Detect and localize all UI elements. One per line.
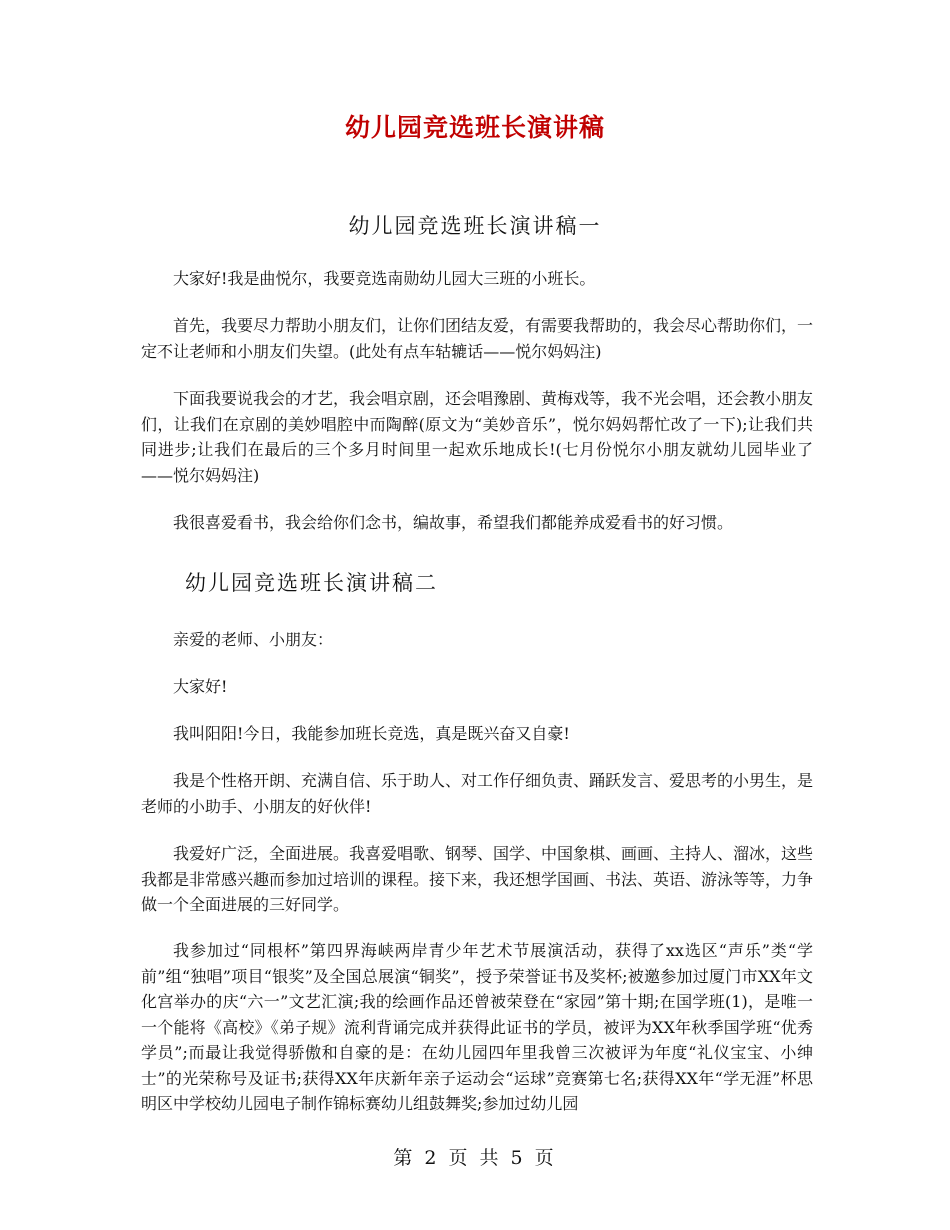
page-number-footer: 第 2 页 共 5 页 [393,1147,557,1169]
section-1-paragraph-2: 首先，我要尽力帮助小朋友们，让你们团结友爱，有需要我帮助的，我会尽心帮助你们，一定不让老师和小朋友们失望。(此处有点车轱辘话——悦尔妈妈注) [141,316,814,361]
section-2-paragraph-1: 亲爱的老师、小朋友： [173,630,334,649]
section-2-paragraph-4: 我是个性格开朗、充满自信、乐于助人、对工作仔细负责、踊跃发言、爱思考的小男生，是老师的小助手、小朋友的好伙伴! [141,771,814,816]
section-1-paragraph-1: 大家好!我是曲悦尔，我要竞选南勋幼儿园大三班的小班长。 [173,269,596,288]
section-2-paragraph-2: 大家好! [173,677,228,696]
section-1-paragraph-3: 下面我要说我会的才艺，我会唱京剧，还会唱豫剧、黄梅戏等，我不光会唱，还会教小朋友们，让我们在京剧的美妙唱腔中而陶醉(原文为“美妙音乐”，悦尔妈妈帮忙改了一下);让我们共同进步;让我们在最后的三个多月时间里一起欢乐地成长!(七月份悦尔小朋友就幼儿园毕业了——悦尔妈妈注) [141,389,814,485]
section-2-heading: 幼儿园竞选班长演讲稿二 [185,571,438,595]
section-1-heading: 幼儿园竞选班长演讲稿一 [348,214,602,238]
section-2-paragraph-6: 我参加过“同根杯”第四界海峡两岸青少年艺术节展演活动，获得了xx选区“声乐”类“学前”组“独唱”项目“银奖”及全国总展演“铜奖”，授予荣誉证书及奖杯;被邀参加过厦门市XX年文化宫举办的庆“六一”文艺汇演;我的绘画作品还曾被荣登在“家园”第十期;在国学班(1)，是唯一一个能将《高校》《弟子规》流利背诵完成并获得此证书的学员，被评为XX年秋季国学班“优秀学员”;而最让我觉得骄傲和自豪的是：在幼儿园四年里我曾三次被评为年度“礼仪宝宝、小绅士”的光荣称号及证书;获得XX年庆新年亲子运动会“运球”竞赛第七名;获得XX年“学无涯”杯思明区中学校幼儿园电子制作锦标赛幼儿组鼓舞奖;参加过幼儿园 [141,941,813,1113]
section-2-paragraph-5: 我爱好广泛，全面进展。我喜爱唱歌、钢琴、国学、中国象棋、画画、主持人、溜冰，这些我都是非常感兴趣而参加过培训的课程。接下来，我还想学国画、书法、英语、游泳等等，力争做一个全面进展的三好同学。 [141,844,814,914]
section-2-paragraph-3: 我叫阳阳!今日，我能参加班长竞选，真是既兴奋又自豪! [173,724,570,743]
section-1-paragraph-4: 我很喜爱看书，我会给你们念书，编故事，希望我们都能养成爱看书的好习惯。 [173,513,734,532]
document-title: 幼儿园竞选班长演讲稿 [344,113,605,142]
